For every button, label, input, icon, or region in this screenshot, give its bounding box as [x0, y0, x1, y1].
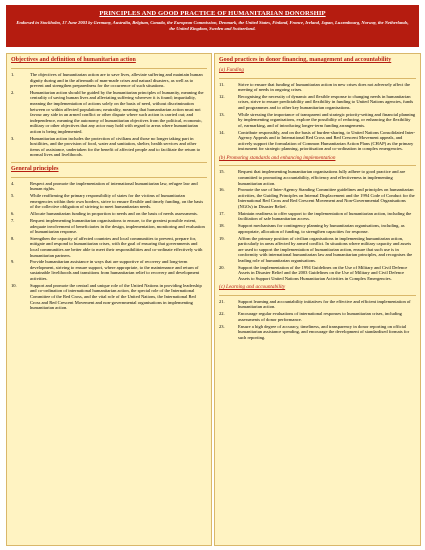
list-item — [219, 94, 416, 111]
funding-list — [219, 82, 416, 152]
list-item — [219, 223, 416, 234]
list-item — [219, 130, 416, 152]
list-item — [11, 259, 207, 281]
item-number: 6. — [11, 211, 15, 217]
right-column — [214, 53, 421, 546]
objectives-list — [11, 72, 207, 158]
item-number: 7. — [11, 217, 15, 223]
item-text: Support and promote the central and unique role of the United Nations in providing leadership and co-ordination of international humanitarian action, the special role of the International Committee of the Red Cross, and the vital role of the United Nations, the International Red Cross and Red Crescent Movement and non-governmental organisations in implementing humanitarian action. — [30, 282, 202, 311]
list-item — [219, 324, 416, 341]
item-text: Humanitarian action includes the protection of civilians and those no longer taking part in hostilities, and the provision of food, water and sanitation, shelter, health services and other items of assistance, undertaken for the benefit of affected people and to facilitate the return to normal lives and livelihoods. — [30, 135, 201, 158]
list-item — [219, 82, 416, 93]
good-practices-heading: Good practices in donor financing, management and accountability — [219, 57, 392, 63]
objectives-heading: Objectives and definition of humanitarian action — [11, 57, 136, 63]
divider — [219, 78, 416, 79]
item-text: Affirm the primary position of civilian organisations in implementing humanitarian action, particularly in areas affected by armed conflict. In situations where military capacity and assets are used to support the implementation of humanitarian action, ensure that such use is in conformity with international humanitarian law and humanitarian principles, and recognises the leading role of humanitarian organisations. — [238, 235, 413, 263]
item-text: Allocate humanitarian funding in proportion to needs and on the basis of needs assessments. — [30, 211, 198, 217]
item-text: Ensure a high degree of accuracy, timeliness, and transparency in donor reporting on official humanitarian assistance spending, and encourage the development of standardised formats for such reporting. — [238, 323, 410, 340]
item-number: 12. — [219, 93, 225, 99]
item-number: 3. — [11, 135, 15, 141]
item-number: 22. — [219, 311, 225, 317]
general-principles-list — [11, 181, 207, 311]
list-item — [11, 181, 207, 192]
item-number: 19. — [219, 235, 225, 241]
item-text: While reaffirming the primary responsibility of states for the victims of humanitarian emergencies within their own borders, strive to ensure flexible and timely funding, on the basis of the collective obligation of striving to meet humanitarian needs. — [30, 193, 204, 210]
item-text: Contribute responsibly, and on the basis of burden-sharing, to United Nations Consolidated Inter-Agency Appeals and to International Red Cross and Red Crescent Movement appeals, and actively support the formulation of Common Humanitarian Action Plans (CHAP) as the primary instrument for strategic planning, prioritisation and co-ordination in complex emergencies. — [238, 129, 416, 152]
item-number: 9. — [11, 259, 15, 265]
item-number: 8. — [11, 235, 15, 241]
item-number: 17. — [219, 210, 225, 216]
left-column — [6, 53, 212, 546]
item-text: Strive to ensure that funding of humanitarian action in new crises does not adversely affect the meeting of needs in ongoing crises. — [238, 81, 411, 93]
item-text: Provide humanitarian assistance in ways that are supportive of recovery and long-term development, striving to ensure support, where appropriate, to the maintenance and return of sustainable livelihoods and transitions from humanitarian relief to recovery and development activities. — [30, 259, 200, 282]
item-number: 18. — [219, 223, 225, 229]
list-item — [11, 283, 207, 311]
header-banner — [6, 5, 419, 47]
item-text: Humanitarian action should be guided by the humanitarian principles of humanity, meaning the centrality of saving human lives and alleviating suffering wherever it is found; impartiality, meaning the implementation of actions solely on the basis of need, without discrimination between or within affected populations; neutrality, meaning that humanitarian action must not favour any side in an armed conflict or other dispute where such action is carried out; and independence, meaning the autonomy of humanitarian objectives from the political, economic, military or other objectives that any actor may hold with regard to areas where humanitarian action is being implemented. — [30, 89, 204, 134]
list-item — [219, 112, 416, 129]
divider — [219, 165, 416, 166]
item-text: Request that implementing humanitarian organisations fully adhere to good practice and are committed to promoting accountability, efficiency and effectiveness in implementing humanitarian action. — [238, 169, 406, 186]
general-principles-heading: General principles — [11, 165, 59, 172]
divider — [11, 68, 207, 69]
document-title: PRINCIPLES AND GOOD PRACTICE OF HUMANITARIAN DONORSHIP — [99, 10, 326, 17]
item-text: While stressing the importance of transparent and strategic priority-setting and financial planning by implementing organisations, explore the possibility of reducing, or enhancing the flexibility of, earmarking, and of introducing longer-term funding arrangements. — [238, 111, 416, 128]
list-item — [11, 136, 207, 158]
standards-list — [219, 169, 416, 281]
list-item — [219, 169, 416, 186]
item-number: 2. — [11, 89, 15, 95]
item-text: Support mechanisms for contingency planning by humanitarian organisations, including, as appropriate, allocation of funding, to strengthen capacities for response. — [238, 223, 405, 234]
item-number: 1. — [11, 72, 15, 77]
list-item — [11, 72, 207, 89]
list-item — [11, 236, 207, 258]
item-number: 14. — [219, 129, 225, 135]
item-text: Promote the use of Inter-Agency Standing Committee guidelines and principles on humanitarian activities, the Guiding Principles on Internal Displacement and the 1994 Code of Conduct for the International Red Cross and Red Crescent Movement and Non-Governmental Organisations (NGOs) in Disaster Relief. — [238, 187, 415, 210]
item-text: Maintain readiness to offer support to the implementation of humanitarian action, including the facilitation of safe humanitarian access. — [238, 210, 412, 222]
item-number: 11. — [219, 81, 225, 87]
list-item — [11, 193, 207, 210]
item-number: 16. — [219, 187, 225, 193]
list-item — [11, 218, 207, 235]
list-item — [219, 265, 416, 282]
item-text: The objectives of humanitarian action are to save lives, alleviate suffering and maintain human dignity during and in the aftermath of man-made crises and natural disasters, as well as to prevent and strengthen preparedness for the occurrence of such situations. — [30, 72, 203, 89]
item-text: Support the implementation of the 1994 Guidelines on the Use of Military and Civil Defence Assets in Disaster Relief and the 2003 Guidelines on the Use of Military and Civil Defence Assets to Support United Nations Humanitarian Activities in Complex Emergencies. — [238, 264, 408, 281]
item-text: Encourage regular evaluations of international responses to humanitarian crises, including assessments of donor performance. — [238, 311, 402, 322]
item-text: Respect and promote the implementation of international humanitarian law, refugee law and human rights. — [30, 180, 198, 192]
standards-heading: (b) Promoting standards and enhancing implementation — [219, 154, 336, 161]
list-item — [219, 299, 416, 310]
list-item — [219, 187, 416, 209]
list-item — [219, 211, 416, 222]
item-number: 10. — [11, 282, 17, 288]
list-item — [11, 211, 207, 217]
item-number: 4. — [11, 180, 15, 186]
item-number: 20. — [219, 264, 225, 270]
divider — [11, 177, 207, 178]
document-subtitle: Endorsed in Stockholm, 17 June 2003 by Germany, Australia, Belgium, Canada, the European Commission, Denmark, the United States, Finland, France, Ireland, Japan, Luxembourg, Norway, the Netherlands, the United Kingdom, Sweden and Switzerland. — [16, 20, 409, 31]
list-item — [219, 311, 416, 322]
item-number: 21. — [219, 298, 225, 304]
divider — [11, 162, 207, 163]
item-text: Strengthen the capacity of affected countries and local communities to prevent, prepare for, mitigate and respond to humanitarian crises, with the goal of ensuring that governments and local communities are better able to meet their responsibilities and co-ordinate effectively with humanitarian partners. — [30, 235, 203, 258]
item-number: 5. — [11, 193, 15, 199]
learning-heading: (c) Learning and accountability — [219, 284, 286, 291]
list-item — [219, 236, 416, 264]
item-number: 13. — [219, 111, 225, 117]
item-text: Support learning and accountability initiatives for the effective and efficient implementation of humanitarian action. — [238, 298, 411, 310]
item-number: 23. — [219, 323, 225, 329]
item-text: Recognising the necessity of dynamic and flexible response to changing needs in humanitarian crises, strive to ensure predictability and flexibility in funding to United Nations agencies, funds and programmes and to other key humanitarian organisations. — [238, 93, 414, 110]
item-number: 15. — [219, 169, 225, 175]
divider — [219, 295, 416, 296]
funding-heading: (a) Funding — [219, 67, 244, 73]
list-item — [11, 90, 207, 134]
item-text: Request implementing humanitarian organisations to ensure, to the greatest possible extent, adequate involvement of beneficiaries in the design, implementation, monitoring and evaluation of humanitarian response. — [30, 217, 205, 235]
learning-list — [219, 299, 416, 340]
